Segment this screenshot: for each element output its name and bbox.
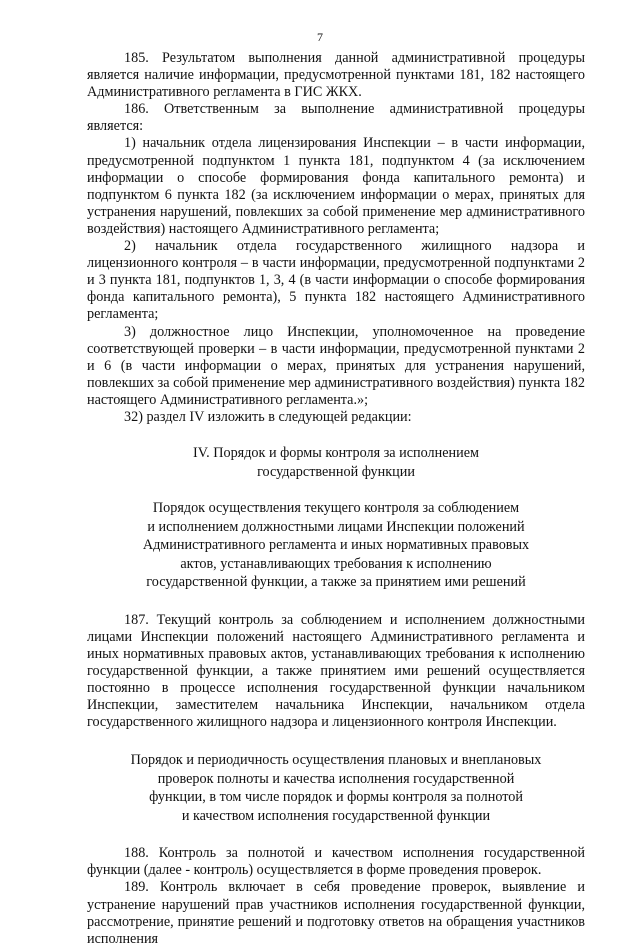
paragraph-186: 186. Ответственным за выполнение административной процедуры является: [87, 101, 585, 135]
paragraph-189: 189. Контроль включает в себя проведение проверок, выявление и устранение нарушений прав участников исполнения государственной функции, рассмотрение, принятие решений и подготовку ответов на обращения участников исполнения [87, 879, 585, 947]
subheading-current-control [87, 499, 585, 592]
section-heading-line: IV. Порядок и формы контроля за исполнением [193, 445, 479, 462]
subheading-line: и качеством исполнения государственной функции [181, 807, 491, 824]
subheading-line: и исполнением должностными лицами Инспекции положений [147, 518, 525, 535]
list-item-1: 1) начальник отдела лицензирования Инспекции – в части информации, предусмотренной подпунктом 1 пункта 181, подпунктом 4 (за исключением информации о способе формирования фонда капитального ремонта) и подпунктом 6 пункта 182 (за исключением информации о мерах, принятых для устранения нарушений, повлекших за собой применение мер административного воздействия) настоящего Административного регламента; [87, 135, 585, 237]
subheading-line: функции, в том числе порядок и формы контроля за полнотой [149, 789, 523, 806]
section-heading [87, 444, 585, 481]
subheading-inspections [87, 751, 585, 825]
paragraph-188: 188. Контроль за полнотой и качеством исполнения государственной функции (далее - контроль) осуществляется в форме проведения проверок. [87, 845, 585, 879]
list-item-2: 2) начальник отдела государственного жилищного надзора и лицензионного контроля – в части информации, предусмотренной подпунктами 2 и 3 пункта 181, подпунктов 1, 3, 4 (в части информации о способе формирования фонда капитального ремонта), 5 пункта 182 настоящего Административного регламента; [87, 238, 585, 323]
subheading-line: Порядок и периодичность осуществления плановых и внеплановых [130, 752, 542, 769]
paragraph-187: 187. Текущий контроль за соблюдением и исполнением должностными лицами Инспекции положений настоящего Административного регламента и иных нормативных правовых актов, устанавливающих требования к исполнению государственной функции, а также принятием ими решений осуществляется постоянно в процессе исполнения государственной функции начальником Инспекции, заместителем начальника Инспекции, начальником отдела государственного жилищного надзора и лицензионного контроля Инспекции. [87, 611, 585, 731]
section-heading-line: государственной функции [257, 463, 415, 480]
paragraph-item-32: 32) раздел IV изложить в следующей редакции: [124, 408, 412, 425]
subheading-line: Административного регламента и иных нормативных правовых [142, 537, 530, 554]
subheading-line: актов, устанавливающих требования к исполнению [180, 555, 492, 572]
paragraph-185: 185. Результатом выполнения данной административной процедуры является наличие информации, предусмотренной пунктами 181, 182 настоящего Административного регламента в ГИС ЖКХ. [87, 50, 585, 101]
page-number: 7 [317, 30, 323, 44]
subheading-line: государственной функции, а также за принятием ими решений [146, 574, 526, 591]
list-item-3: 3) должностное лицо Инспекции, уполномоченное на проведение соответствующей проверки – в части информации, предусмотренной пунктами 2 и 6 (в части информации о мерах, принятых для устранения нарушений, повлекших за собой применение мер административного воздействия) пункта 182 настоящего Административного регламента.»; [87, 323, 585, 408]
subheading-line: Порядок осуществления текущего контроля за соблюдением [152, 500, 520, 517]
subheading-line: проверок полноты и качества исполнения государственной [157, 770, 515, 787]
document-body [87, 50, 585, 948]
